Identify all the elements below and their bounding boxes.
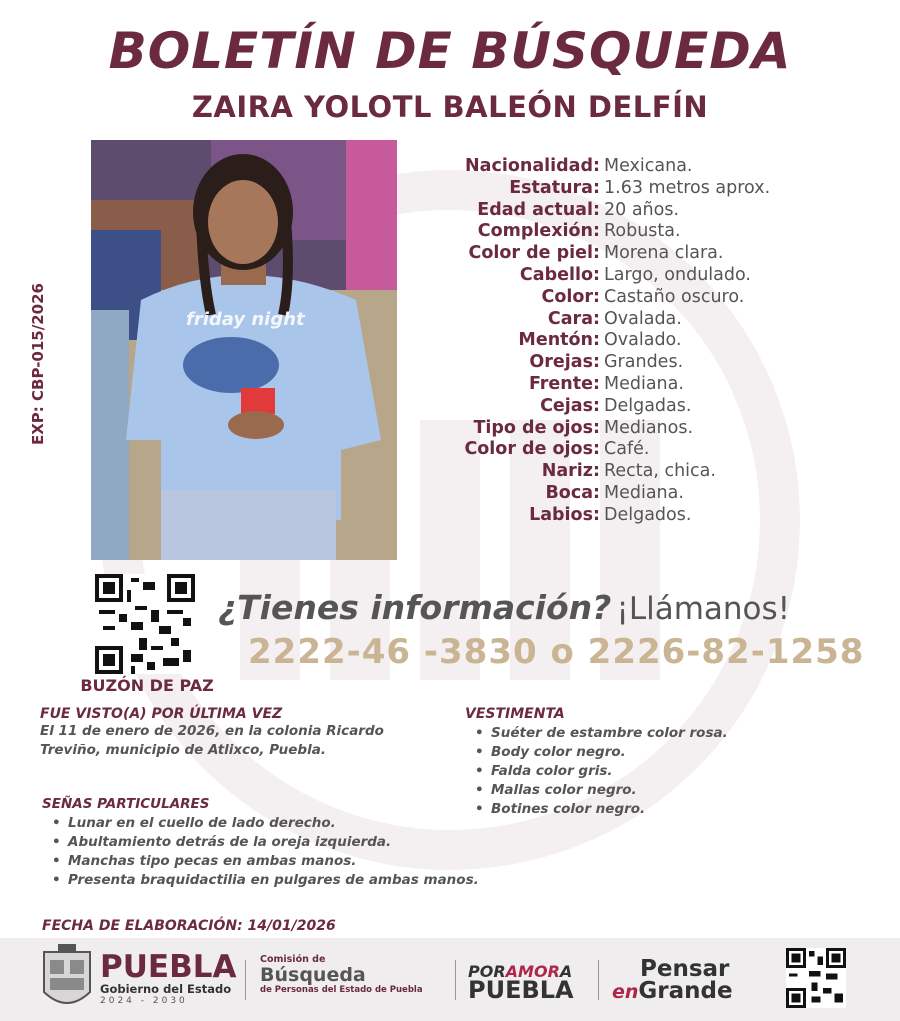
en-text: en <box>612 981 639 1003</box>
detail-value: Robusta. <box>604 221 681 242</box>
years-text: 2024 - 2030 <box>100 996 188 1006</box>
detail-row <box>420 287 880 309</box>
call-text: ¡Llámanos! <box>616 591 791 627</box>
detail-row <box>420 156 880 178</box>
footer-divider <box>598 960 599 1000</box>
detail-value: 1.63 metros aprox. <box>604 177 771 198</box>
detail-row <box>420 330 880 352</box>
detail-row <box>420 178 880 200</box>
comision-big: Búsqueda <box>260 964 366 986</box>
detail-row <box>420 309 880 331</box>
qr-code-icon[interactable] <box>95 574 195 674</box>
detail-row <box>420 439 880 461</box>
detail-label: Cabello: <box>519 264 600 285</box>
footer-divider <box>245 960 246 1000</box>
detail-label: Nacionalidad: <box>465 156 600 176</box>
detail-row <box>420 374 880 396</box>
amor-text: AMOR <box>505 962 560 981</box>
detail-value: 20 años. <box>604 199 680 220</box>
pensar-text: Pensar <box>640 956 730 982</box>
shirt-print: friday night <box>186 309 305 330</box>
last-seen-section <box>40 706 440 760</box>
marks-list <box>42 814 602 890</box>
detail-value: Mediana. <box>604 373 684 394</box>
missing-person-name: ZAIRA YOLOTL BALEÓN DELFÍN <box>191 90 709 124</box>
marks-item: • Lunar en el cuello de lado derecho. <box>52 814 602 833</box>
detail-row <box>420 221 880 243</box>
detail-row <box>420 418 880 440</box>
detail-value: Delgadas. <box>604 395 692 416</box>
detail-row <box>420 461 880 483</box>
detail-label: Cara: <box>547 308 600 329</box>
por-amor-puebla-logo <box>468 962 574 1004</box>
marks-item: • Manchas tipo pecas en ambas manos. <box>52 852 602 871</box>
detail-label: Color de ojos: <box>464 439 600 460</box>
detail-value: Mediana. <box>604 482 684 503</box>
qr-label: BUZÓN DE PAZ <box>80 676 214 695</box>
detail-label: Color: <box>541 286 600 307</box>
detail-value: Morena clara. <box>604 243 724 264</box>
case-number: EXP: CBP-015/2026 <box>29 283 47 445</box>
state-shield-icon <box>40 944 94 1016</box>
comision-sub: de Personas del Estado de Puebla <box>260 985 423 995</box>
phone-numbers[interactable]: 2222-46 -3830 o 2226-82-1258 <box>248 632 865 672</box>
detail-label: Edad actual: <box>477 199 600 220</box>
clothing-item: • Botines color negro. <box>475 800 885 819</box>
detail-value: Castaño oscuro. <box>604 286 745 307</box>
detail-label: Complexión: <box>477 221 600 242</box>
detail-label: Estatura: <box>509 177 600 198</box>
detail-value: Grandes. <box>604 352 684 373</box>
detail-row <box>420 505 880 527</box>
detail-value: Medianos. <box>604 417 694 438</box>
info-question: ¿Tienes información? <box>218 588 612 627</box>
clothing-item: • Body color negro. <box>475 743 885 762</box>
marks-title: SEÑAS PARTICULARES <box>42 796 210 812</box>
clothing-title: VESTIMENTA <box>465 706 565 722</box>
detail-row <box>420 396 880 418</box>
marks-item: • Abultamiento detrás de la oreja izquierda. <box>52 833 602 852</box>
detail-row <box>420 352 880 374</box>
detail-label: Orejas: <box>529 352 600 373</box>
detail-label: Mentón: <box>518 330 600 351</box>
detail-row <box>420 483 880 505</box>
puebla2-text: PUEBLA <box>468 976 574 1004</box>
last-seen-text: El 11 de enero de 2026, en la colonia Ricardo Treviño, municipio de Atlixco, Puebla. <box>40 723 384 758</box>
detail-label: Frente: <box>528 373 600 394</box>
detail-value: Café. <box>604 439 650 460</box>
detail-row <box>420 265 880 287</box>
gobierno-puebla-logo <box>100 949 237 1006</box>
detail-value: Ovalada. <box>604 308 682 329</box>
gobierno-text: Gobierno del Estado <box>100 982 232 996</box>
detail-label: Tipo de ojos: <box>473 417 600 438</box>
footer-qr-code-icon[interactable] <box>786 948 846 1008</box>
clothing-item: • Suéter de estambre color rosa. <box>475 724 885 743</box>
detail-label: Boca: <box>545 482 600 503</box>
last-seen-title: FUE VISTO(A) POR ÚLTIMA VEZ <box>40 706 283 722</box>
clothing-item: • Mallas color negro. <box>475 781 885 800</box>
info-prompt <box>218 588 790 627</box>
detail-value: Mexicana. <box>604 156 693 176</box>
comision-logo <box>260 954 423 995</box>
detail-label: Nariz: <box>541 461 600 482</box>
bulletin-title: BOLETÍN DE BÚSQUEDA <box>108 22 792 80</box>
marks-section <box>42 796 602 890</box>
creation-date: FECHA DE ELABORACIÓN: 14/01/2026 <box>42 918 336 934</box>
detail-row <box>420 243 880 265</box>
footer-logos <box>0 938 900 1021</box>
a-text: A <box>559 962 573 981</box>
detail-value: Delgados. <box>604 504 692 525</box>
puebla-wordmark: PUEBLA <box>100 949 237 985</box>
por-text: POR <box>468 962 506 981</box>
detail-label: Labios: <box>529 504 600 525</box>
physical-description <box>420 156 880 527</box>
footer-divider <box>455 960 456 1000</box>
detail-value: Ovalado. <box>604 330 682 351</box>
marks-item: • Presenta braquidactilia en pulgares de ambas manos. <box>52 871 602 890</box>
pensar-en-grande-logo <box>612 958 733 1003</box>
person-photo <box>91 140 397 560</box>
detail-value: Recta, chica. <box>604 461 716 482</box>
comision-small: Comisión de <box>260 954 326 965</box>
detail-value: Largo, ondulado. <box>604 264 751 285</box>
detail-label: Cejas: <box>540 395 600 416</box>
grande-text: Grande <box>638 978 733 1004</box>
detail-row <box>420 200 880 222</box>
detail-label: Color de piel: <box>468 243 600 264</box>
clothing-item: • Falda color gris. <box>475 762 885 781</box>
